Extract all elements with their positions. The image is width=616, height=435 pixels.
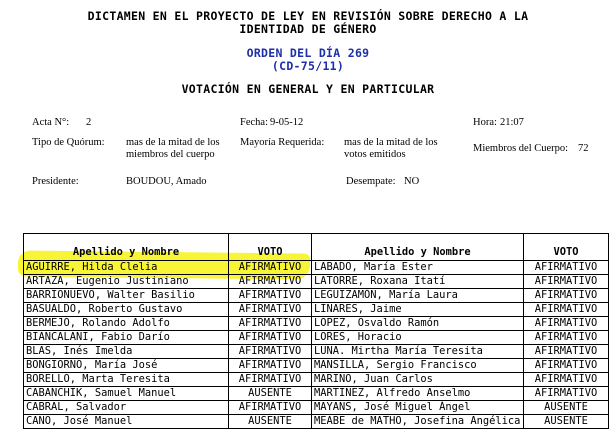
table-row	[24, 317, 609, 331]
senator-name-left: BIANCALANI, Fabio Darío	[24, 331, 229, 345]
senator-name-left: CANO, José Manuel	[24, 415, 229, 429]
vote-left: AFIRMATIVO	[229, 303, 312, 317]
vote-right: AFIRMATIVO	[524, 303, 609, 317]
presidente-label: Presidente:	[32, 176, 79, 187]
header-name-right: Apellido y Nombre	[312, 234, 524, 261]
table-row	[24, 289, 609, 303]
senator-name-right: LOPEZ, Osvaldo Ramón	[312, 317, 524, 331]
table-header-row	[24, 234, 609, 261]
fecha-label: Fecha:	[240, 117, 268, 128]
senator-name-right: LUNA. Mirtha María Teresita	[312, 345, 524, 359]
senator-name-left: BONGIORNO, María José	[24, 359, 229, 373]
desempate-label: Desempate:	[346, 176, 396, 187]
vote-right: AFIRMATIVO	[524, 275, 609, 289]
vote-left: AUSENTE	[229, 387, 312, 401]
senator-name-left: BARRIONUEVO, Walter Basilio	[24, 289, 229, 303]
table-row	[24, 303, 609, 317]
table-row	[24, 387, 609, 401]
votacion-title: VOTACIÓN EN GENERAL Y EN PARTICULAR	[181, 82, 435, 96]
vote-right: AUSENTE	[524, 401, 609, 415]
vote-left: AFIRMATIVO	[229, 331, 312, 345]
vote-left: AFIRMATIVO	[229, 401, 312, 415]
mayoria-value-line-1: mas de la mitad de los	[344, 137, 438, 148]
quorum-value-line-2: miembros del cuerpo	[126, 149, 215, 160]
orden-del-dia: ORDEN DEL DÍA 269	[246, 46, 370, 60]
table-row	[24, 345, 609, 359]
senator-name-right: MANSILLA, Sergio Francisco	[312, 359, 524, 373]
table-row	[24, 359, 609, 373]
vote-right: AFIRMATIVO	[524, 261, 609, 275]
quorum-value-line-1: mas de la mitad de los	[126, 137, 220, 148]
senator-name-right: MARTINEZ, Alfredo Anselmo	[312, 387, 524, 401]
table-row	[24, 373, 609, 387]
presidente-value: BOUDOU, Amado	[126, 176, 207, 187]
vote-left: AUSENTE	[229, 415, 312, 429]
vote-left: AFIRMATIVO	[229, 359, 312, 373]
hora-value: 21:07	[500, 117, 524, 128]
vote-left: AFIRMATIVO	[229, 345, 312, 359]
document-title-line-2: IDENTIDAD DE GÉNERO	[239, 22, 377, 36]
vote-left: AFIRMATIVO	[229, 317, 312, 331]
table-row	[24, 401, 609, 415]
vote-right: AFIRMATIVO	[524, 317, 609, 331]
vote-right: AFIRMATIVO	[524, 345, 609, 359]
senator-name-left: BLAS, Inés Imelda	[24, 345, 229, 359]
senator-name-right: MAYANS, José Miguel Ángel	[312, 401, 524, 415]
vote-right: AFIRMATIVO	[524, 359, 609, 373]
vote-right: AUSENTE	[524, 415, 609, 429]
table-row	[24, 415, 609, 429]
vote-right: AFIRMATIVO	[524, 289, 609, 303]
document-title-line-1: DICTAMEN EN EL PROYECTO DE LEY EN REVISIÓN SOBRE DERECHO A LA	[87, 9, 529, 23]
senator-name-left: AGUIRRE, Hilda Clelia	[24, 261, 229, 275]
senator-name-right: MARINO, Juan Carlos	[312, 373, 524, 387]
senator-name-right: LABADO, María Ester	[312, 261, 524, 275]
acta-value: 2	[86, 117, 92, 128]
vote-left: AFIRMATIVO	[229, 373, 312, 387]
senator-name-right: LORES, Horacio	[312, 331, 524, 345]
header-vote-left: VOTO	[229, 234, 312, 261]
vote-right: AFIRMATIVO	[524, 331, 609, 345]
miembros-value: 72	[578, 143, 589, 154]
quorum-label: Tipo de Quórum:	[32, 137, 105, 148]
senator-name-left: CABANCHIK, Samuel Manuel	[24, 387, 229, 401]
vote-left: AFIRMATIVO	[229, 289, 312, 303]
votes-table-body	[24, 261, 609, 429]
miembros-label: Miembros del Cuerpo:	[473, 143, 569, 154]
hora-label: Hora:	[473, 117, 497, 128]
senator-name-right: LEGUIZAMÓN, María Laura	[312, 289, 524, 303]
document-code: (CD-75/11)	[271, 59, 345, 73]
table-row	[24, 275, 609, 289]
vote-right: AFIRMATIVO	[524, 387, 609, 401]
table-row	[24, 261, 609, 275]
senator-name-left: BORELLO, Marta Teresita	[24, 373, 229, 387]
vote-right: AFIRMATIVO	[524, 373, 609, 387]
desempate-value: NO	[404, 176, 420, 187]
mayoria-label: Mayoría Requerida:	[240, 137, 325, 148]
header-name-left: Apellido y Nombre	[24, 234, 229, 261]
fecha-value: 9-05-12	[270, 117, 304, 128]
senator-name-right: LATORRE, Roxana Itatí	[312, 275, 524, 289]
senator-name-left: BASUALDO, Roberto Gustavo	[24, 303, 229, 317]
senator-name-left: BERMEJO, Rolando Adolfo	[24, 317, 229, 331]
mayoria-value-line-2: votos emitidos	[344, 149, 406, 160]
senator-name-left: ARTAZA, Eugenio Justiniano	[24, 275, 229, 289]
senator-name-left: CABRAL, Salvador	[24, 401, 229, 415]
header-vote-right: VOTO	[524, 234, 609, 261]
senator-name-right: LINARES, Jaime	[312, 303, 524, 317]
votes-table	[23, 233, 609, 429]
acta-label: Acta N°:	[32, 117, 70, 128]
senator-name-right: MEABE de MATHO, Josefina Angélica	[312, 415, 524, 429]
vote-left: AFIRMATIVO	[229, 275, 312, 289]
vote-left: AFIRMATIVO	[229, 261, 312, 275]
table-row	[24, 331, 609, 345]
